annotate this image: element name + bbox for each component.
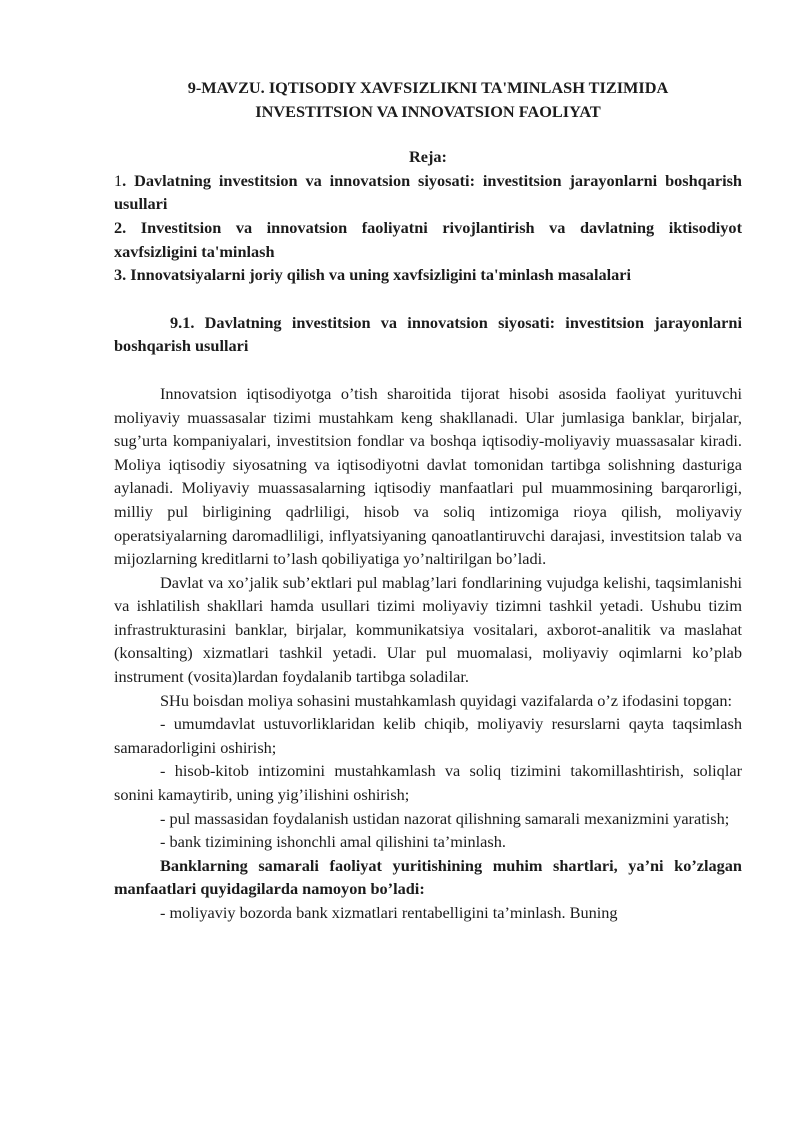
plan-item: 2. Investitsion va innovatsion faoliyatni rivojlantirish va davlatning iktisodiyot xavfsizligini ta'minlash [114, 217, 742, 261]
body-paragraph: Innovatsion iqtisodiyotga o’tish sharoitida tijorat hisobi asosida faoliyat yurituvchi moliyaviy muassasalar tizimi mustahkam keng shakllanadi. Ular jumlasiga banklar, birjalar, sug’urta kompaniyalari, investitsion fondlar va boshqa iqtisodiy-moliyaviy muassasalar kiradi. Moliya iqtisodiy siyosatning va iqtisodiyotni davlat tomonidan tartibga solishning dasturiga aylanadi. Moliyaviy muassasalarning iqtisodiy manfaatlari pul muammosining barqarorligi, milliy pul birligining qadrliligi, hisob va soliq intizomiga rioya qilish, moliyaviy operatsiyalarning daromadliligi, inflyatsiyaning qanoatlantiruvchi darajasi, investitsion talab va mijozlarning kreditlarni to’lash qobiliyatiga yo’naltirilgan bo’ladi. [114, 383, 742, 569]
section-heading: 9.1. Davlatning investitsion va innovatsion siyosati: investitsion jarayonlarni boshqarish usullari [114, 312, 742, 356]
body-paragraph: SHu boisdan moliya sohasini mustahkamlash quyidagi vazifalarda o’z ifodasini topgan: [160, 690, 732, 710]
title-line-2: INVESTITSION VA INNOVATSION FAOLIYAT [255, 101, 601, 121]
bold-paragraph: Banklarning samarali faoliyat yuritishining muhim shartlari, ya’ni ko’zlagan manfaatlari quyidagilarda namoyon bo’ladi: [114, 855, 742, 899]
task-item: - umumdavlat ustuvorliklaridan kelib chiqib, moliyaviy resurslarni qayta taqsimlash samaradorligini oshirish; [114, 714, 742, 757]
task-item: - bank tizimining ishonchli amal qilishini ta’minlash. [160, 832, 506, 852]
plan-item: 1. Davlatning investitsion va innovatsion siyosati: investitsion jarayonlarni boshqarish usullari [114, 170, 742, 214]
document-title [114, 76, 742, 123]
plan-heading: Reja: [409, 147, 447, 167]
title-line-1: 9-MAVZU. IQTISODIY XAVFSIZLIKNI TA'MINLASH TIZIMIDA [187, 78, 669, 97]
task-item: - pul massasidan foydalanish ustidan nazorat qilishning samarali mexanizmini yaratish; [160, 808, 730, 828]
task-item: - moliyaviy bozorda bank xizmatlari rentabelligini ta’minlash. Buning [160, 903, 618, 922]
plan-list [114, 169, 742, 287]
task-item: - hisob-kitob intizomini mustahkamlash va soliq tizimini takomillashtirish, soliqlar sonini kamaytirib, uning yig’ilishini oshirish; [114, 761, 742, 805]
body-paragraph: Davlat va xo’jalik sub’ektlari pul mablag’lari fondlarining vujudga kelishi, taqsimlanishi va ishlatilish shakllari hamda usullari tizimi moliyaviy tizimni tashkil yetadi. Ushubu tizim infrastrukturasini banklar, birjalar, kommunikatsiya vositalari, axborot-analitik va maslahat (konsalting) xizmatlari tashkil yetadi. Ular pul muomalasi, moliyaviy oqimlarni ko’plab instrument (vosita)lardan foydalanib tartibga soladilar. [114, 572, 742, 687]
plan-item: 3. Innovatsiyalarni joriy qilish va uning xavfsizligini ta'minlash masalalari [114, 265, 632, 285]
